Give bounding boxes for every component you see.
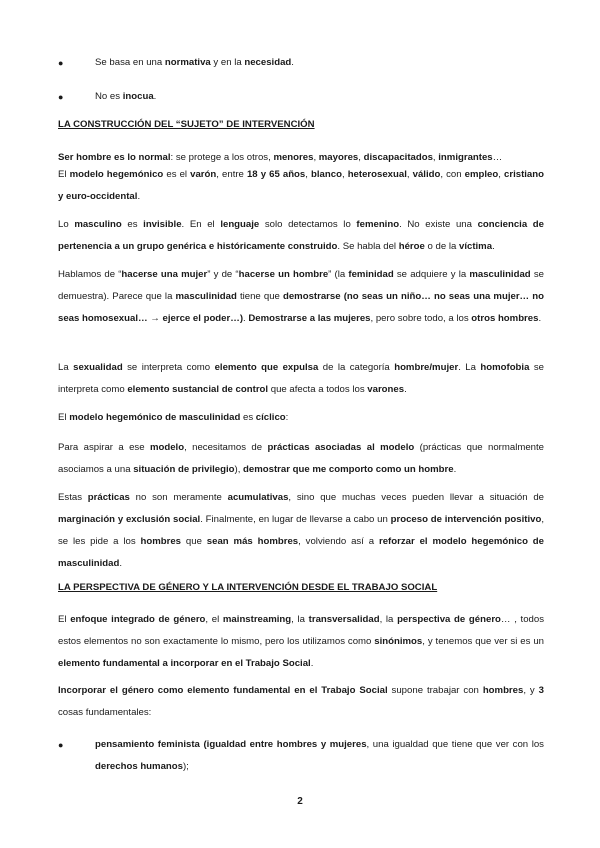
bold-text-run: hacerse una mujer xyxy=(121,269,208,280)
bold-text-run: necesidad xyxy=(244,57,292,68)
bold-text-run: demostrarse xyxy=(282,291,341,302)
bold-text-run: marginación y exclusión social xyxy=(58,514,201,525)
text-run: , se les pide a los xyxy=(58,514,544,547)
bold-text-run: perspectiva de género xyxy=(397,614,501,625)
paragraph-masculino-invisible xyxy=(58,214,544,258)
bullet-text xyxy=(95,52,544,74)
text-run: es xyxy=(121,219,144,230)
text-run: . La xyxy=(458,362,481,373)
bold-text-run: válido xyxy=(412,169,441,180)
bold-text-run: héroe xyxy=(398,241,425,252)
bold-text-run: blanco xyxy=(311,169,342,180)
bold-text-run: elemento sustancial de control xyxy=(127,384,269,395)
bold-text-run: sean más hombres xyxy=(206,536,299,547)
text-run: El xyxy=(58,169,70,180)
bold-text-run: mayores xyxy=(318,152,359,163)
bullet-text xyxy=(95,86,544,108)
bold-text-run: homofobia xyxy=(480,362,530,373)
text-run: . xyxy=(153,91,157,102)
bold-text-run: 18 y 65 años xyxy=(246,169,306,180)
text-run: ); xyxy=(182,761,189,772)
text-run: ” (la xyxy=(328,269,349,280)
text-run: , xyxy=(432,152,439,163)
paragraph-modelo-hegemonico xyxy=(58,164,544,208)
bold-text-run: modelo hegemónico de masculinidad xyxy=(69,412,241,423)
bold-text-run: hombres xyxy=(140,536,182,547)
bold-text-run: (igualdad entre hombres y mujeres xyxy=(203,739,367,750)
text-run: , xyxy=(358,152,364,163)
text-run: . xyxy=(453,464,457,475)
bold-text-run: menores xyxy=(273,152,314,163)
text-run: , entre xyxy=(216,169,247,180)
bold-text-run: otros hombres xyxy=(471,313,539,324)
bold-text-run: heterosexual xyxy=(347,169,407,180)
text-run: es el xyxy=(163,169,191,180)
bold-text-run: femenino xyxy=(356,219,400,230)
bold-text-run: conciencia de pertenencia a un grupo genérica e históricamente construido xyxy=(58,219,545,252)
text-run: . xyxy=(492,241,495,252)
bullet-icon: ● xyxy=(58,92,64,102)
text-run: supone trabajar con xyxy=(387,685,483,696)
bold-text-run: masculinidad xyxy=(469,269,531,280)
bold-text-run: varón xyxy=(190,169,217,180)
text-run: El xyxy=(58,614,71,625)
bold-text-run: empleo xyxy=(464,169,499,180)
text-run: , necesitamos de xyxy=(184,442,268,453)
bullet-text xyxy=(95,734,544,778)
text-run: . xyxy=(137,191,141,202)
text-run: , xyxy=(498,169,504,180)
text-run: de la categoría xyxy=(318,362,395,373)
text-run: Estas xyxy=(58,492,88,503)
bold-text-run: demostrar que me comporto como un hombre xyxy=(243,464,454,475)
bold-text-run: sexualidad xyxy=(73,362,123,373)
text-run: es xyxy=(240,412,256,423)
bold-text-run: 3 xyxy=(538,685,545,696)
bold-text-run: prácticas asociadas al modelo xyxy=(267,442,415,453)
text-run: … xyxy=(492,152,503,163)
bold-text-run: elemento que expulsa xyxy=(214,362,319,373)
text-run: , volviendo así a xyxy=(298,536,379,547)
bold-text-run: varones xyxy=(367,384,405,395)
text-run: : xyxy=(285,412,289,423)
bold-text-run: prácticas xyxy=(87,492,130,503)
text-run: , el xyxy=(205,614,223,625)
bold-text-run: discapacitados xyxy=(363,152,433,163)
text-run: , xyxy=(313,152,319,163)
text-run: ), xyxy=(234,464,244,475)
text-run: cosas fundamentales: xyxy=(58,707,152,718)
text-run: No es xyxy=(95,91,123,102)
paragraph-sexualidad xyxy=(58,357,544,401)
text-run: y en la xyxy=(210,57,245,68)
text-run: Se basa en una xyxy=(95,57,165,68)
bold-text-run: Demostrarse a las mujeres xyxy=(248,313,371,324)
bold-text-run: feminidad xyxy=(348,269,394,280)
text-run: se demuestra). Parece que la xyxy=(58,269,544,302)
bold-text-run: inmigrantes xyxy=(438,152,493,163)
text-run: que xyxy=(181,536,207,547)
bullet-icon: ● xyxy=(58,58,64,68)
text-run: . xyxy=(119,558,122,569)
text-run: solo detectamos lo xyxy=(259,219,357,230)
text-run: no son meramente xyxy=(129,492,228,503)
paragraph-hacerse-hombre xyxy=(58,264,544,330)
text-run: , xyxy=(341,169,348,180)
bold-text-run: masculinidad xyxy=(175,291,237,302)
text-run: . xyxy=(291,57,294,68)
text-run: , la xyxy=(379,614,398,625)
bold-text-run: víctima xyxy=(458,241,493,252)
text-run: (prácticas que normalmente asociamos a una xyxy=(58,442,544,475)
text-run: . No existe una xyxy=(399,219,478,230)
bold-text-run: invisible xyxy=(143,219,182,230)
paragraph-modelo-ciclico xyxy=(58,407,544,429)
paragraph-enfoque-integrado xyxy=(58,609,544,675)
text-run: , una igualdad que tiene que ver con los xyxy=(366,739,544,750)
text-run: que afecta a todos los xyxy=(268,384,368,395)
paragraph-practicas xyxy=(58,487,544,575)
bold-text-run: hombres xyxy=(482,685,524,696)
bold-text-run: mainstreaming xyxy=(222,614,292,625)
bold-text-run: cíclico xyxy=(255,412,286,423)
text-run: se interpreta como xyxy=(122,362,215,373)
bold-text-run: masculino xyxy=(74,219,122,230)
bold-text-run: reforzar el modelo hegemónico de masculinidad xyxy=(58,536,544,569)
text-run: . Se habla del xyxy=(337,241,399,252)
paragraph-incorporar-genero xyxy=(58,680,544,724)
text-run: . xyxy=(243,313,249,324)
bold-text-run: modelo hegemónico xyxy=(69,169,164,180)
text-run: , la xyxy=(291,614,309,625)
bold-text-run: lenguaje xyxy=(220,219,260,230)
text-run: , sino que muchas veces pueden llevar a situación de xyxy=(288,492,544,503)
text-run: . Finalmente, en lugar de llevarse a cabo un xyxy=(200,514,391,525)
text-run: , con xyxy=(440,169,465,180)
text-run: Lo xyxy=(58,219,75,230)
bold-text-run: proceso de intervención positivo xyxy=(390,514,542,525)
section-heading-perspectiva: LA PERSPECTIVA DE GÉNERO Y LA INTERVENCIÓN DESDE EL TRABAJO SOCIAL xyxy=(58,582,438,593)
text-run: El xyxy=(58,412,70,423)
text-run: , xyxy=(305,169,312,180)
bold-text-run: hombre/mujer xyxy=(394,362,459,373)
bold-text-run: transversalidad xyxy=(308,614,380,625)
text-run: se adquiere y la xyxy=(393,269,470,280)
bold-text-run: cristiano y euro-occidental xyxy=(58,169,544,202)
text-run: Para aspirar a ese xyxy=(58,442,150,453)
paragraph-aspirar-modelo xyxy=(58,437,544,481)
bold-text-run: hacerse un hombre xyxy=(238,269,329,280)
bold-text-run: normativa xyxy=(164,57,211,68)
bullet-icon: ● xyxy=(58,740,64,750)
bold-text-run: Incorporar el género como elemento fundamental en el Trabajo Social xyxy=(58,685,388,696)
text-run: , y xyxy=(523,685,539,696)
text-run: … , todos estos elementos no son exactamente lo mismo, pero los utilizamos como xyxy=(58,614,544,647)
text-run: se interpreta como xyxy=(58,362,544,395)
bold-text-run: pensamiento feminista xyxy=(95,739,200,750)
text-run: ” y de “ xyxy=(207,269,239,280)
bold-text-run: inocua xyxy=(122,91,154,102)
text-run: . xyxy=(310,658,314,669)
bold-text-run: acumulativas xyxy=(227,492,289,503)
bold-text-run: enfoque integrado de género xyxy=(70,614,206,625)
bold-text-run: situación de privilegio xyxy=(133,464,235,475)
text-run: . xyxy=(538,313,542,324)
text-run: Hablamos de “ xyxy=(58,269,122,280)
text-run: : se protege a los otros, xyxy=(170,152,274,163)
bold-text-run: Ser hombre es lo normal xyxy=(58,152,171,163)
text-run: tiene que xyxy=(236,291,283,302)
text-run: , y tenemos que ver si es un xyxy=(422,636,544,647)
text-run: o de la xyxy=(424,241,459,252)
bold-text-run: derechos humanos xyxy=(95,761,183,772)
bold-text-run: sinónimos xyxy=(374,636,423,647)
page-number: 2 xyxy=(297,796,303,807)
text-run: . xyxy=(404,384,407,395)
bold-text-run: modelo xyxy=(149,442,185,453)
bold-text-run: (no seas un niño… no seas una mujer… no seas homosexual… → ejerce el poder…) xyxy=(58,291,544,324)
bold-text-run: elemento fundamental a incorporar en el Trabajo Social xyxy=(58,658,311,669)
section-heading-sujeto: LA CONSTRUCCIÓN DEL “SUJETO” DE INTERVENCIÓN xyxy=(58,119,315,130)
text-run: , pero sobre todo, a los xyxy=(370,313,472,324)
text-run: La xyxy=(58,362,74,373)
text-run: . En el xyxy=(181,219,221,230)
text-run: , xyxy=(406,169,413,180)
